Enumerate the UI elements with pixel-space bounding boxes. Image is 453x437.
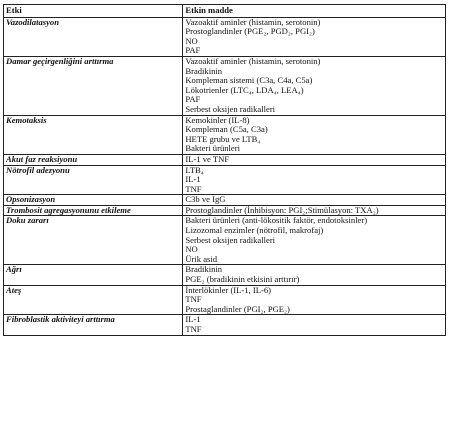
effect-cell: Damar geçirgenliğini arttırma <box>4 56 183 115</box>
agent-cell <box>183 17 446 56</box>
agent-line: Lizozomal enzimler (nötrofil, makrofaj) <box>185 225 324 236</box>
agent-line: LTB₄ <box>185 164 204 175</box>
agent-line: Prostaglandinler (PGI₂, PGE₂) <box>185 303 290 314</box>
table-row <box>4 315 446 335</box>
agent-cell <box>183 154 446 165</box>
agent-line: Kompleman sistemi (C3a, C4a, C5a) <box>185 75 313 86</box>
agent-line: Bradikinin <box>185 65 223 76</box>
table-row <box>4 115 446 154</box>
agent-line: TNF <box>185 294 202 305</box>
agent-line: Ürik asid <box>185 253 218 264</box>
table-row <box>4 154 446 165</box>
agent-line: Prostoglandinler (PGE₂, PGD₂, PGI₂) <box>185 26 315 37</box>
agent-line: IL-1 ve TNF <box>185 153 230 164</box>
agent-cell <box>183 165 446 195</box>
agent-line: TNF <box>185 183 202 194</box>
table-row <box>4 56 446 115</box>
agent-line: Lökotrienler (LTC₄, LDA₄, LEA₄) <box>185 84 304 95</box>
agent-line: Vazoaktif aminler (histamin, serotonin) <box>185 16 321 27</box>
agent-cell <box>183 115 446 154</box>
table-row <box>4 265 446 285</box>
agent-line: PAF <box>185 94 201 105</box>
header-agent: Etkin madde <box>183 5 446 18</box>
agent-line: Serbest oksijen radikalleri <box>185 234 276 245</box>
agent-line: Serbest oksijen radikalleri <box>185 103 276 114</box>
table-row <box>4 216 446 265</box>
effect-cell: Vazodilatasyon <box>4 17 183 56</box>
table-header-row <box>4 5 446 18</box>
agent-line: Vazoaktif aminler (histamin, serotonin) <box>185 55 321 66</box>
agent-line: Kemokinler (IL-8) <box>185 114 250 125</box>
agent-line: Bakteri ürünleri (anti-lökositik faktör, endotoksinler) <box>185 215 368 226</box>
effect-cell: Opsonizasyon <box>4 195 183 206</box>
agent-line: NO <box>185 35 198 46</box>
table-row <box>4 17 446 56</box>
agent-cell <box>183 195 446 206</box>
table-body <box>4 17 446 335</box>
agent-line: PAF <box>185 45 201 56</box>
agent-line: HETE grubu ve LTB₄ <box>185 133 261 144</box>
table-row <box>4 165 446 195</box>
agent-line: TNF <box>185 324 202 334</box>
effect-cell: Trombosit agregasyonunu etkileme <box>4 205 183 216</box>
agent-line: Kompleman (C5a, C3a) <box>185 124 268 135</box>
effect-cell: Fibroblastik aktiviteyi arttırma <box>4 315 183 335</box>
effect-cell: Ateş <box>4 285 183 315</box>
agent-cell <box>183 265 446 285</box>
agent-line: Prostoglandinler (İnhibisyon: PGI₂;Stimülasyon: TXA₂) <box>185 204 379 215</box>
agent-line: Bakteri ürünleri <box>185 143 240 154</box>
table-row <box>4 285 446 315</box>
agent-cell <box>183 216 446 265</box>
effect-cell: Doku zararı <box>4 216 183 265</box>
effect-cell: Nötrofil adezyonu <box>4 165 183 195</box>
agent-cell <box>183 285 446 315</box>
table-row <box>4 195 446 206</box>
effect-cell: Ağrı <box>4 265 183 285</box>
agent-line: IL-1 <box>185 314 201 325</box>
agent-line: İnterlökinler (IL-1, IL-6) <box>185 284 272 295</box>
effect-cell: Kemotaksis <box>4 115 183 154</box>
agent-cell <box>183 205 446 216</box>
agent-line: IL-1 <box>185 174 201 185</box>
effect-cell: Akut faz reaksiyonu <box>4 154 183 165</box>
header-effect: Etki <box>4 5 183 18</box>
mediator-table <box>3 4 446 336</box>
agent-line: C3b ve IgG <box>185 194 226 205</box>
agent-line: Bradikinin <box>185 264 223 275</box>
table-row <box>4 205 446 216</box>
agent-line: NO <box>185 244 198 255</box>
agent-line: PGE₂ (bradikinin etkisini arttırır) <box>185 274 300 285</box>
agent-cell <box>183 315 446 335</box>
agent-cell <box>183 56 446 115</box>
